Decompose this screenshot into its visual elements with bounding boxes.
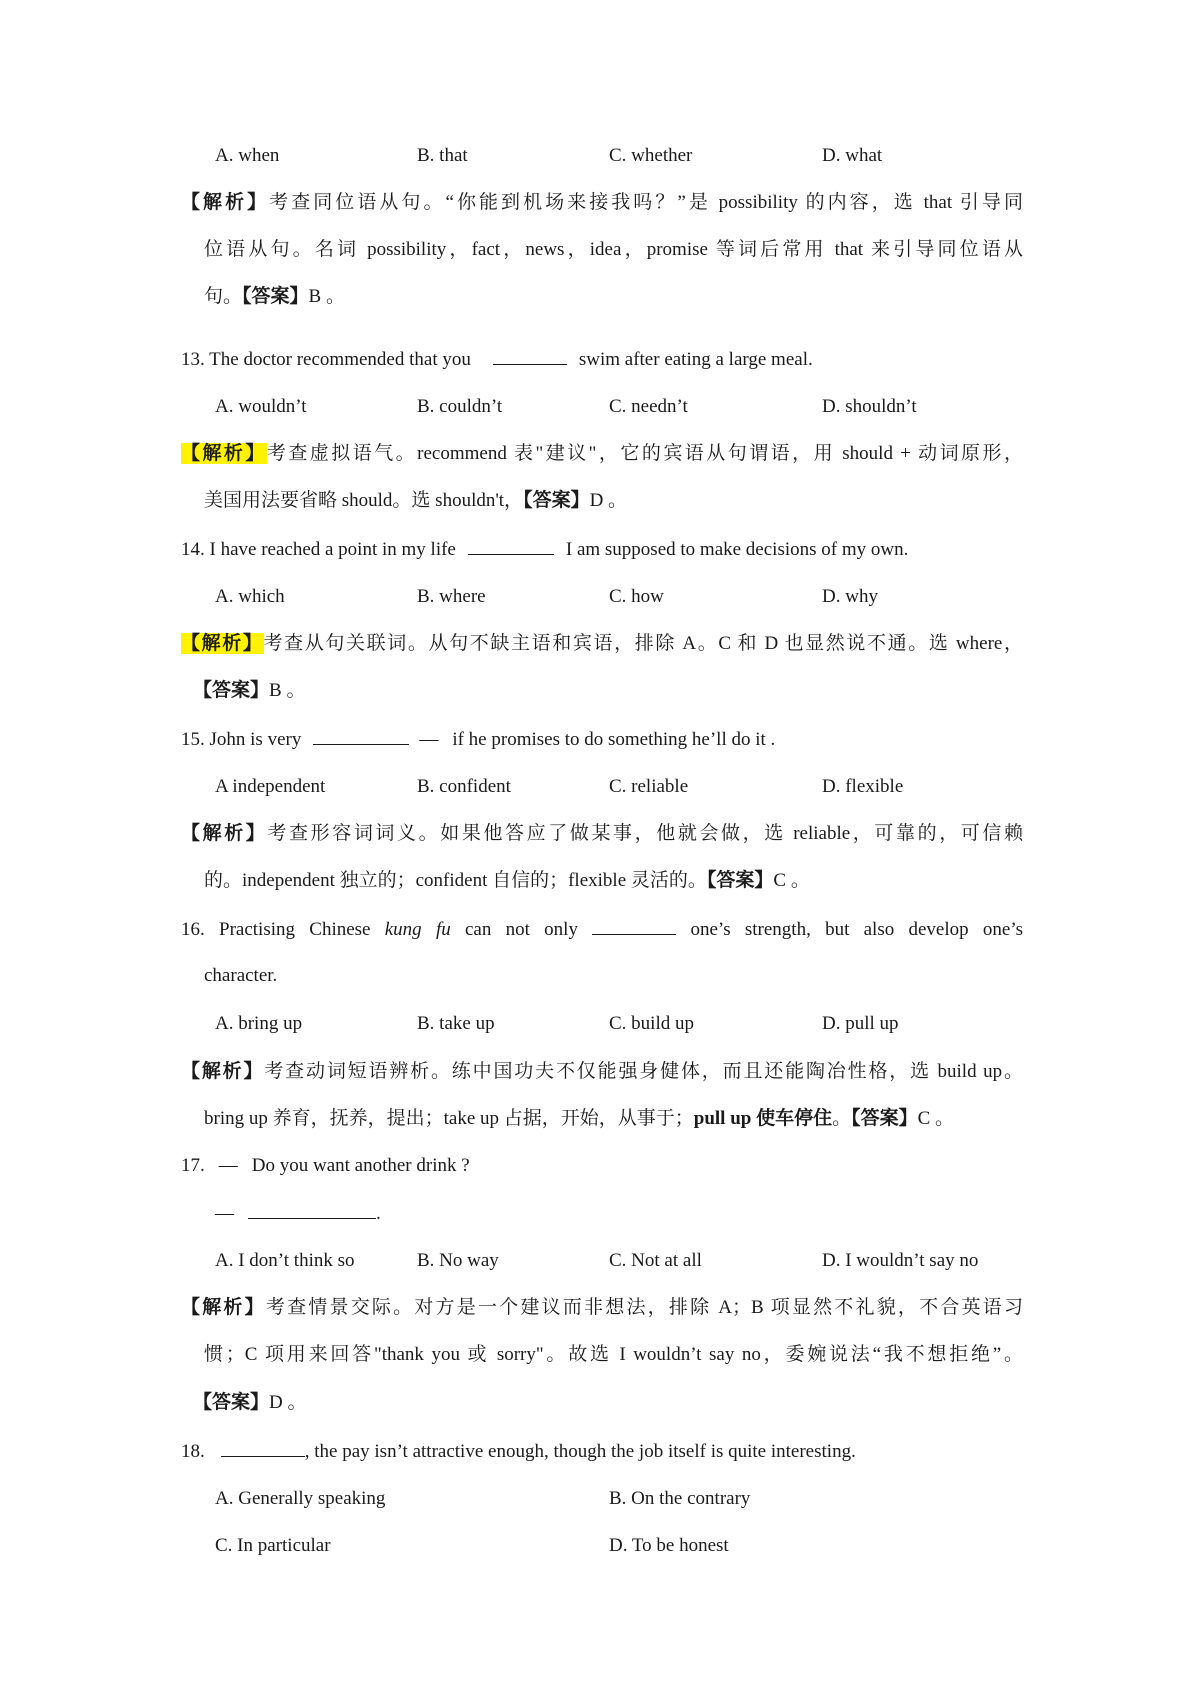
answer-value: B 。 bbox=[269, 680, 306, 701]
q13-option-b: B. couldn’t bbox=[417, 396, 503, 417]
q17-stem bbox=[0, 1151, 1200, 1181]
answer-blank bbox=[468, 534, 554, 555]
q14-analysis-line-2 bbox=[0, 676, 1200, 706]
answer-value: C 。 bbox=[917, 1108, 955, 1129]
q13-option-c: C. needn’t bbox=[609, 396, 688, 417]
analysis-text: 考查动词短语辨析。练中国功夫不仅能强身健体，而且还能陶冶性格，选 build up。 bbox=[264, 1061, 1023, 1082]
q13-analysis-line-1 bbox=[0, 439, 1200, 469]
q14-option-a: A. which bbox=[215, 586, 285, 607]
answer-blank bbox=[592, 914, 676, 935]
analysis-text: 惯；C 项用来回答"thank you 或 sorry"。故选 I wouldn’t say no，委婉说法“我不想拒绝”。 bbox=[204, 1344, 1023, 1365]
analysis-tag: 【解析】 bbox=[181, 192, 270, 213]
q14-analysis-line-1 bbox=[0, 629, 1200, 659]
question-text: if he promises to do something he’ll do it . bbox=[452, 729, 776, 750]
answer-tag: 【答案】 bbox=[851, 1108, 918, 1129]
analysis-tag: 【解析】 bbox=[181, 1061, 265, 1082]
answer-blank bbox=[313, 724, 409, 745]
q16-stem-line-2 bbox=[0, 961, 1200, 991]
analysis-text: 的。independent 独立的；confident 自信的；flexible 灵活的。 bbox=[204, 870, 707, 891]
answer-blank bbox=[221, 1436, 305, 1457]
analysis-text: 考查形容词词义。如果他答应了做某事，他就会做，选 reliable，可靠的，可信赖 bbox=[267, 823, 1023, 844]
question-text: Do you want another drink ? bbox=[251, 1155, 470, 1176]
q15-stem bbox=[0, 724, 1200, 754]
analysis-tag: 【解析】 bbox=[181, 443, 267, 464]
q18-options-row-2 bbox=[0, 1531, 1200, 1561]
q18-stem bbox=[0, 1436, 1200, 1466]
q17-reply bbox=[0, 1198, 1200, 1228]
q14-options bbox=[0, 582, 1200, 612]
q15-option-d: D. flexible bbox=[822, 776, 904, 797]
q18-options-row-1 bbox=[0, 1484, 1200, 1514]
q15-analysis-line-1 bbox=[0, 819, 1200, 849]
q16-option-c: C. build up bbox=[609, 1013, 694, 1034]
q18-option-c: C. In particular bbox=[215, 1535, 331, 1556]
analysis-text: 。 bbox=[832, 1108, 852, 1129]
analysis-text: 考查从句关联词。从句不缺主语和宾语，排除 A。C 和 D 也显然说不通。选 where， bbox=[263, 633, 1023, 654]
q12-options bbox=[0, 141, 1200, 171]
q12-option-c: C. whether bbox=[609, 145, 693, 166]
q13-stem bbox=[0, 344, 1200, 374]
q16-stem-line-1 bbox=[0, 914, 1200, 944]
q16-options bbox=[0, 1009, 1200, 1039]
answer-tag: 【答案】 bbox=[193, 680, 270, 701]
question-text: 14. I have reached a point in my life bbox=[181, 539, 456, 560]
analysis-text: 美国用法要省略 should。选 shouldn't， bbox=[204, 490, 524, 511]
q12-option-b: B. that bbox=[417, 145, 468, 166]
analysis-text: 位语从句。名词 possibility，fact，news，idea，promise 等词后常用 that 来引导同位语从 bbox=[204, 239, 1023, 260]
question-number: 18. bbox=[181, 1441, 205, 1462]
question-text: 13. The doctor recommended that you bbox=[181, 349, 471, 370]
answer-value: D 。 bbox=[589, 490, 628, 511]
answer-tag: 【答案】 bbox=[242, 286, 309, 307]
answer-tag: 【答案】 bbox=[706, 870, 774, 891]
q17-option-d: D. I wouldn’t say no bbox=[822, 1250, 979, 1271]
period: . bbox=[376, 1203, 381, 1224]
question-text: can not only bbox=[465, 919, 578, 940]
q12-option-d: D. what bbox=[822, 145, 883, 166]
q15-analysis-line-2 bbox=[0, 866, 1200, 896]
question-text: one’s strength, but also develop one’s bbox=[690, 919, 1023, 940]
analysis-tag: 【解析】 bbox=[181, 823, 268, 844]
answer-blank bbox=[493, 344, 567, 365]
q13-options bbox=[0, 392, 1200, 422]
q16-option-b: B. take up bbox=[417, 1013, 495, 1034]
q16-analysis-line-1 bbox=[0, 1057, 1200, 1087]
answer-blank bbox=[248, 1198, 376, 1219]
answer-tag: 【答案】 bbox=[193, 1392, 270, 1413]
question-text: , the pay isn’t attractive enough, though the job itself is quite interesting. bbox=[304, 1441, 856, 1462]
q16-option-d: D. pull up bbox=[822, 1013, 899, 1034]
q15-options bbox=[0, 772, 1200, 802]
analysis-text: 考查虚拟语气。recommend 表"建议"，它的宾语从句谓语，用 should + 动词原形， bbox=[266, 443, 1023, 464]
q14-option-b: B. where bbox=[417, 586, 486, 607]
q13-analysis-line-2 bbox=[0, 486, 1200, 516]
q12-option-a: A. when bbox=[215, 145, 280, 166]
analysis-text: 考查同位语从句。“你能到机场来接我吗？”是 possibility 的内容，选 that 引导同 bbox=[269, 192, 1023, 213]
analysis-text: 句。 bbox=[204, 286, 243, 307]
q17-analysis-line-2 bbox=[0, 1340, 1200, 1370]
q13-option-a: A. wouldn’t bbox=[215, 396, 307, 417]
q12-analysis-line-2 bbox=[0, 235, 1200, 265]
analysis-tag: 【解析】 bbox=[181, 633, 264, 654]
question-text: character. bbox=[204, 965, 278, 986]
q14-option-c: C. how bbox=[609, 586, 664, 607]
q16-analysis-line-2 bbox=[0, 1104, 1200, 1134]
dash: — bbox=[419, 729, 439, 750]
analysis-tag: 【解析】 bbox=[181, 1297, 266, 1318]
q18-option-d: D. To be honest bbox=[609, 1535, 729, 1556]
q15-option-b: B. confident bbox=[417, 776, 511, 797]
q17-option-b: B. No way bbox=[417, 1250, 499, 1271]
q17-analysis-line-1 bbox=[0, 1293, 1200, 1323]
q12-analysis-line-1 bbox=[0, 188, 1200, 218]
q17-option-c: C. Not at all bbox=[609, 1250, 702, 1271]
analysis-text: bring up 养育，抚养，提出；take up 占据，开始，从事于； bbox=[204, 1108, 694, 1129]
answer-value: B 。 bbox=[308, 286, 345, 307]
question-text: 15. John is very bbox=[181, 729, 302, 750]
question-text-italic: kung fu bbox=[384, 919, 451, 940]
answer-value: C 。 bbox=[773, 870, 810, 891]
q18-option-a: A. Generally speaking bbox=[215, 1488, 386, 1509]
q14-stem bbox=[0, 534, 1200, 564]
question-text: I am supposed to make decisions of my own. bbox=[565, 539, 909, 560]
analysis-text-bold: pull up 使车停住 bbox=[693, 1108, 833, 1129]
q17-options bbox=[0, 1246, 1200, 1276]
q12-analysis-line-3 bbox=[0, 282, 1200, 312]
q15-option-a: A independent bbox=[215, 776, 326, 797]
answer-value: D 。 bbox=[269, 1392, 307, 1413]
question-text: 16. Practising Chinese bbox=[181, 919, 371, 940]
q17-analysis-line-3 bbox=[0, 1388, 1200, 1418]
q14-option-d: D. why bbox=[822, 586, 878, 607]
analysis-text: 考查情景交际。对方是一个建议而非想法，排除 A；B 项显然不礼貌，不合英语习 bbox=[265, 1297, 1023, 1318]
q17-option-a: A. I don’t think so bbox=[215, 1250, 355, 1271]
q18-option-b: B. On the contrary bbox=[609, 1488, 751, 1509]
dash: — bbox=[218, 1155, 238, 1176]
answer-tag: 【答案】 bbox=[523, 490, 590, 511]
q13-option-d: D. shouldn’t bbox=[822, 396, 917, 417]
question-text: swim after eating a large meal. bbox=[578, 349, 813, 370]
q15-option-c: C. reliable bbox=[609, 776, 689, 797]
question-number: 17. bbox=[181, 1155, 205, 1176]
dash: — bbox=[215, 1203, 234, 1224]
q16-option-a: A. bring up bbox=[215, 1013, 303, 1034]
